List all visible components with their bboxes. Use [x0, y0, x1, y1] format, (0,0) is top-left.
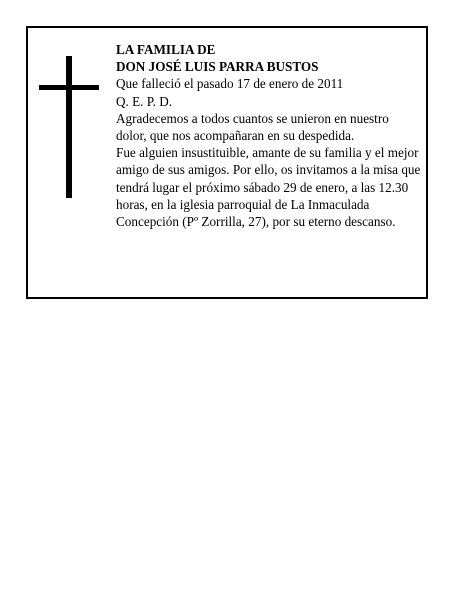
- obituary-notice: [26, 26, 428, 299]
- rip-line: Q. E. P. D.: [116, 93, 173, 109]
- notice-heading-line-2: DON JOSÉ LUIS PARRA BUSTOS: [116, 59, 319, 75]
- notice-heading-line-1: LA FAMILIA DE: [116, 42, 216, 57]
- cross-horizontal-bar: [39, 85, 99, 90]
- cross-vertical-bar: [66, 56, 72, 198]
- notice-text: [116, 41, 421, 230]
- death-date-line: Que falleció el pasado 17 de enero de 2011: [116, 76, 344, 92]
- latin-cross-icon: [39, 56, 99, 198]
- thanks-paragraph: Agradecemos a todos cuantos se unieron en nuestro dolor, que nos acompañaran en su despedida.: [116, 110, 389, 144]
- mass-invitation-paragraph: Fue alguien insustituible, amante de su familia y el mejor amigo de sus amigos. Por ello, os invitamos a la misa que tendrá lugar el próximo sábado 29 de enero, a las 12.30 horas, en la iglesia parroquial de La Inmaculada Concepción (Pº Zorrilla, 27), por su eterno descanso.: [116, 145, 421, 230]
